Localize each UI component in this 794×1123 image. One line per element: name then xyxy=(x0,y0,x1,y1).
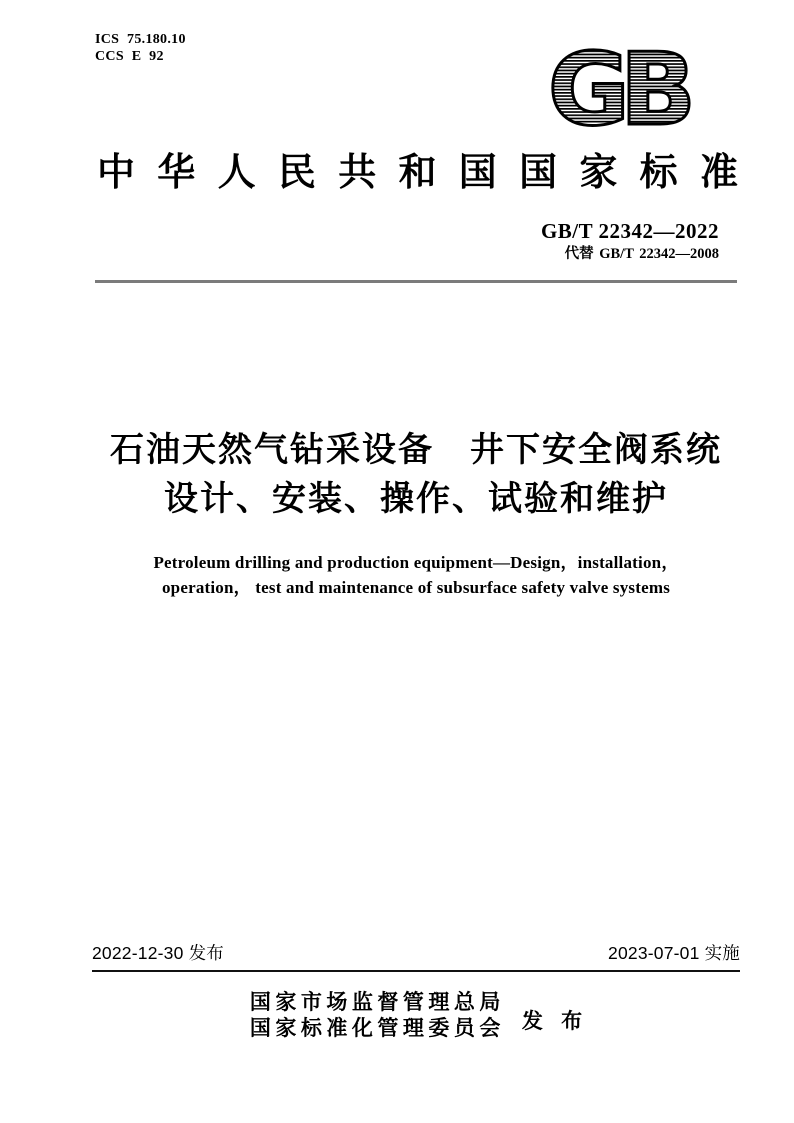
document-title-zh-line1: 石油天然气钻采设备 井下安全阀系统 xyxy=(110,431,722,469)
standard-category-heading: 中华人民共和国国家标准 xyxy=(97,152,738,194)
classification-codes xyxy=(95,31,186,65)
document-title-zh-line2: 设计、安装、操作、试验和维护 xyxy=(164,480,668,518)
document-title-en xyxy=(70,550,762,600)
header-divider-rule xyxy=(95,280,737,283)
implementation-date: 2023-07-01 实施 xyxy=(608,943,740,963)
issue-date: 2022-12-30 发布 xyxy=(92,943,224,963)
date-row xyxy=(92,942,740,964)
publish-label: 发 布 xyxy=(521,1009,583,1033)
issuer-name-2: 国家标准化管理委员会 xyxy=(249,1016,505,1040)
gb-logo-text: GB xyxy=(547,44,687,130)
document-title-zh xyxy=(93,426,739,524)
document-title-en-line2: operation， test and maintenance of subsurface safety valve systems xyxy=(161,578,671,597)
document-title-en-line1: Petroleum drilling and production equipment—Design，installation， xyxy=(153,553,679,572)
ics-code: ICS 75.180.10 xyxy=(95,32,186,47)
publisher-block xyxy=(92,989,740,1041)
issuer-name-1: 国家市场监督管理总局 xyxy=(249,990,505,1014)
footer-divider-rule xyxy=(92,970,740,972)
gb-national-standard-logo-icon xyxy=(539,44,695,130)
standard-number-block xyxy=(541,219,719,263)
ccs-code: CCS E 92 xyxy=(95,49,164,64)
standard-number: GB/T 22342—2022 xyxy=(540,219,719,243)
replaced-standard-note: 代替 GB/T 22342—2008 xyxy=(564,246,719,262)
issuing-bodies xyxy=(250,989,505,1041)
